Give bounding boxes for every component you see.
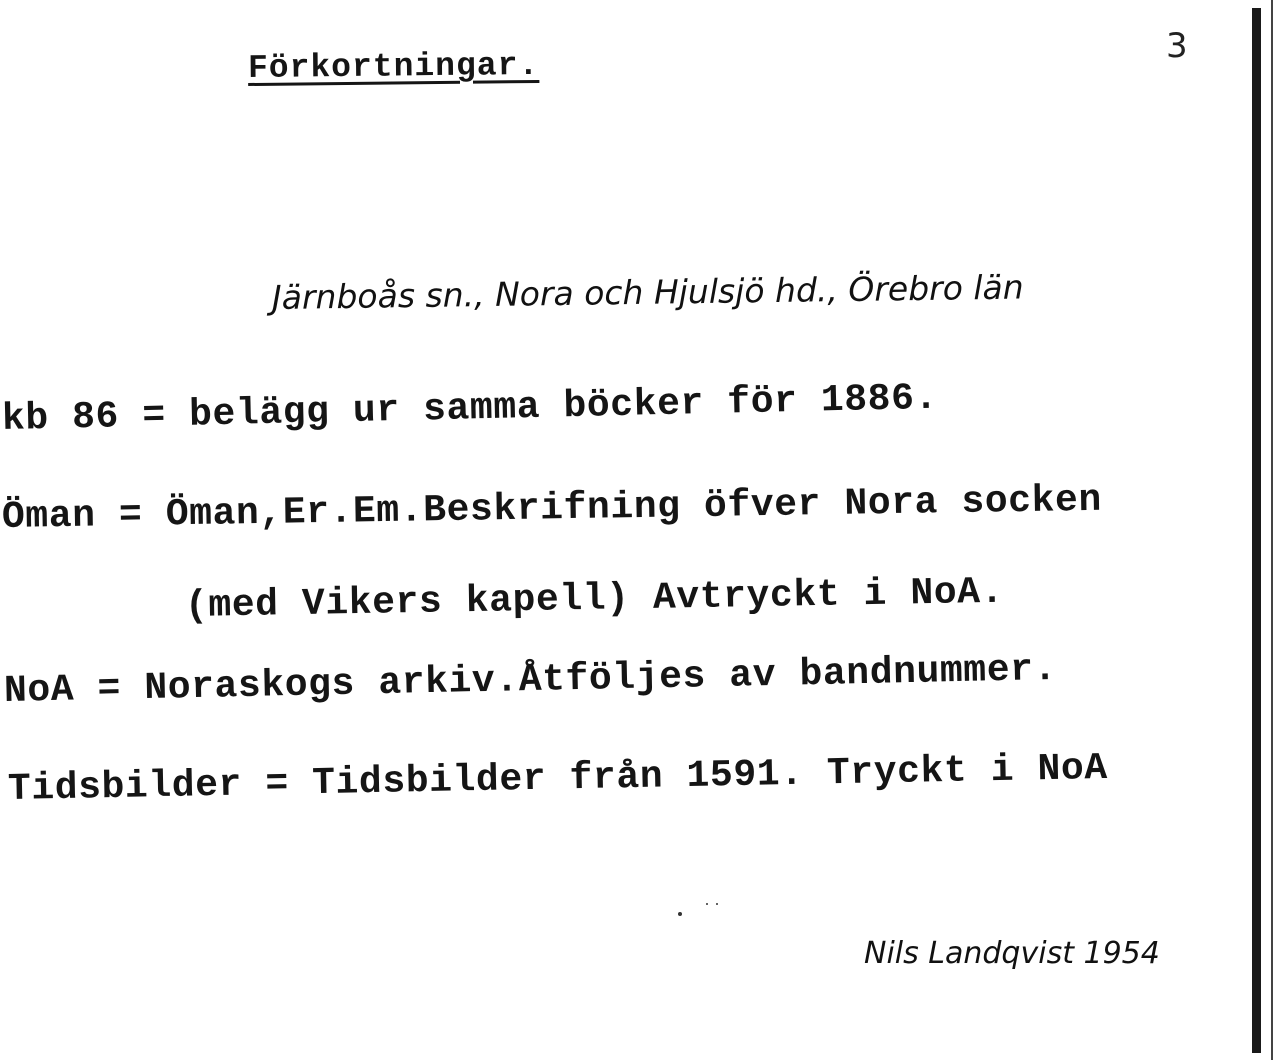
scan-edge-bar — [1252, 8, 1261, 1053]
scan-speck — [678, 912, 682, 916]
page-number: 3 — [1166, 26, 1188, 66]
abbreviation-entry-tidsbilder: Tidsbilder = Tidsbilder från 1591. Tryckt i NoA — [7, 746, 1109, 811]
abbreviation-entry-oman: Öman = Öman,Er.Em.Beskrifning öfver Nora socken — [1, 478, 1103, 539]
page-title: Förkortningar. — [247, 46, 540, 87]
scan-speck — [706, 903, 708, 905]
scan-speck — [716, 903, 718, 905]
abbreviation-entry-kb86: kb 86 = belägg ur samma böcker för 1886. — [1, 376, 939, 441]
place-line: Järnboås sn., Nora och Hjulsjö hd., Örebro län — [271, 267, 1024, 317]
abbreviation-entry-noa: NoA = Noraskogs arkiv.Åtföljes av bandnummer. — [3, 647, 1058, 713]
signature-line: Nils Landqvist 1954 — [864, 936, 1160, 971]
scan-edge-line — [1271, 0, 1273, 1060]
abbreviation-entry-oman-continued: (med Vikers kapell) Avtryckt i NoA. — [184, 570, 1005, 628]
